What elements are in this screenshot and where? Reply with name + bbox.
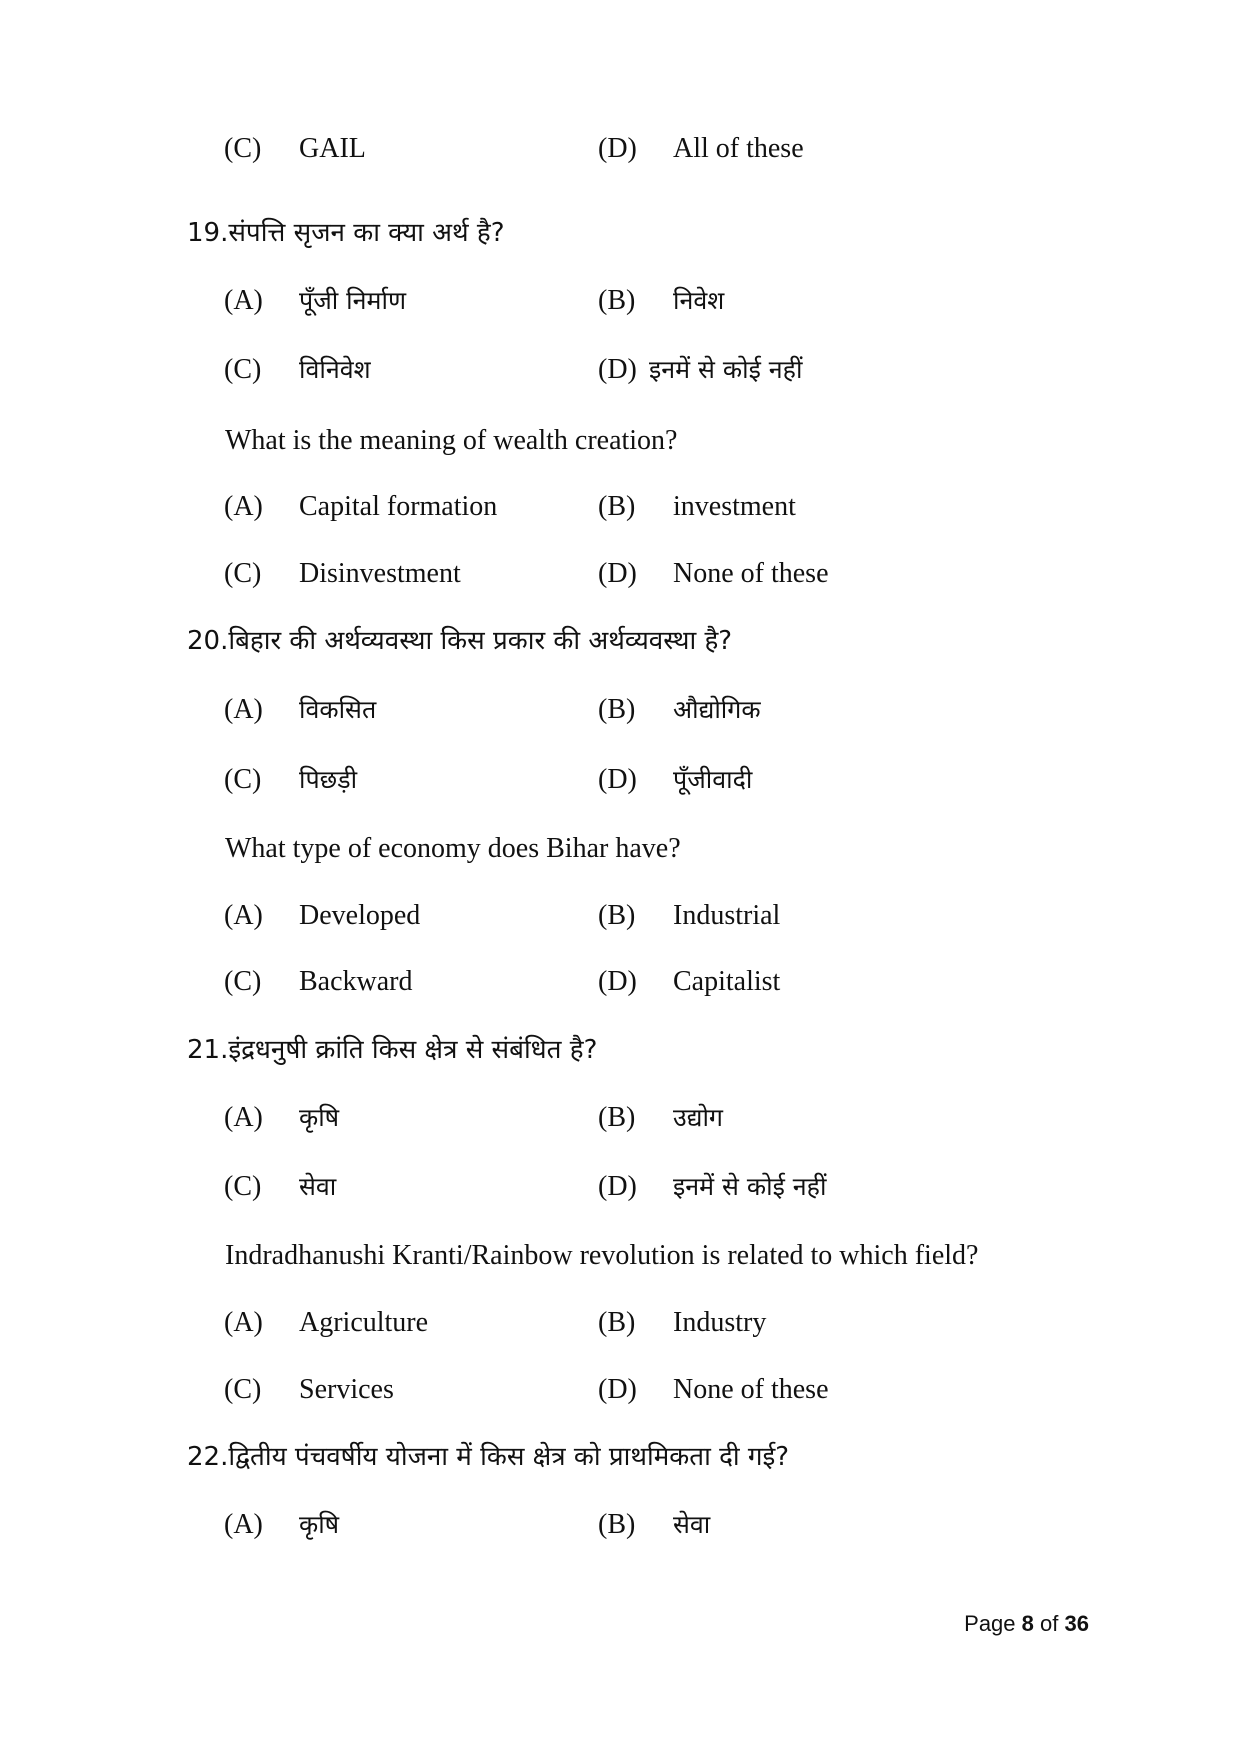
- option-label: (C): [224, 558, 262, 589]
- option-label: (B): [598, 1307, 636, 1338]
- option-text: Backward: [299, 966, 413, 997]
- option-text: उद्योग: [673, 1103, 724, 1132]
- option-label: (A): [224, 1307, 263, 1338]
- option-label: (A): [224, 285, 263, 316]
- option-label: (B): [598, 694, 636, 725]
- q21-hindi-options-ab: [0, 1098, 1241, 1138]
- q22-hindi-question: 22.द्वितीय पंचवर्षीय योजना में किस क्षेत्र को प्राथमिकता दी गई?: [187, 1442, 790, 1472]
- q19-english-options-cd: [0, 554, 1241, 594]
- q19-english-question: What is the meaning of wealth creation?: [225, 425, 678, 456]
- q21-english-question: Indradhanushi Kranti/Rainbow revolution is related to which field?: [225, 1240, 979, 1271]
- option-text: सेवा: [299, 1172, 337, 1201]
- option-text: कृषि: [299, 1510, 340, 1539]
- option-label: (B): [598, 1509, 636, 1540]
- q19-hindi-options-cd: [0, 350, 1241, 390]
- total-pages-number: 36: [1064, 1611, 1089, 1636]
- option-text: Industrial: [673, 900, 781, 931]
- option-label: (A): [224, 491, 263, 522]
- option-label: (D): [598, 764, 637, 795]
- option-label: (D): [598, 1171, 637, 1202]
- q20-hindi-question: 20.बिहार की अर्थव्यवस्था किस प्रकार की अर्थव्यवस्था है?: [187, 626, 733, 656]
- option-text: GAIL: [299, 133, 366, 164]
- q22-hindi-options-ab: [0, 1505, 1241, 1545]
- option-text: सेवा: [673, 1510, 711, 1539]
- q20-english-options-ab: [0, 896, 1241, 936]
- option-text: इनमें से कोई नहीं: [673, 1172, 827, 1201]
- option-text: investment: [673, 491, 796, 522]
- option-text: विकसित: [299, 695, 377, 724]
- page-word: Page: [964, 1611, 1016, 1636]
- option-text: औद्योगिक: [673, 695, 761, 724]
- option-label: (D): [598, 354, 637, 385]
- option-label: (A): [224, 1509, 263, 1540]
- q21-english-options-cd: [0, 1370, 1241, 1410]
- option-label: (C): [224, 1171, 262, 1202]
- q18-options-row-cd: [0, 129, 1241, 169]
- option-label: (C): [224, 1374, 262, 1405]
- option-text: Agriculture: [299, 1307, 429, 1338]
- option-text: इनमें से कोई नहीं: [649, 355, 803, 384]
- current-page-number: 8: [1021, 1611, 1034, 1636]
- option-label: (D): [598, 133, 637, 164]
- q21-english-options-ab: [0, 1303, 1241, 1343]
- option-text: Developed: [299, 900, 421, 931]
- q20-english-question: What type of economy does Bihar have?: [225, 833, 681, 864]
- option-text: None of these: [673, 558, 829, 589]
- option-label: (A): [224, 900, 263, 931]
- option-text: Services: [299, 1374, 394, 1405]
- option-text: Industry: [673, 1307, 767, 1338]
- option-label: (A): [224, 1102, 263, 1133]
- option-label: (C): [224, 133, 262, 164]
- option-text: पिछड़ी: [299, 765, 358, 794]
- option-text: पूँजीवादी: [673, 765, 753, 794]
- q21-hindi-options-cd: [0, 1167, 1241, 1207]
- option-text: कृषि: [299, 1103, 340, 1132]
- of-word: of: [1040, 1611, 1059, 1636]
- q20-english-options-cd: [0, 962, 1241, 1002]
- option-label: (D): [598, 1374, 637, 1405]
- option-text: All of these: [673, 133, 804, 164]
- q21-hindi-question: 21.इंद्रधनुषी क्रांति किस क्षेत्र से संबंधित है?: [187, 1035, 598, 1065]
- q19-english-options-ab: [0, 487, 1241, 527]
- option-label: (B): [598, 1102, 636, 1133]
- option-label: (C): [224, 764, 262, 795]
- option-text: पूँजी निर्माण: [299, 286, 407, 315]
- q20-hindi-options-cd: [0, 760, 1241, 800]
- option-text: विनिवेश: [299, 355, 371, 384]
- option-text: Capitalist: [673, 966, 781, 997]
- option-label: (C): [224, 966, 262, 997]
- q19-hindi-question: 19.संपत्ति सृजन का क्या अर्थ है?: [187, 218, 505, 248]
- q19-hindi-options-ab: [0, 281, 1241, 321]
- option-label: (C): [224, 354, 262, 385]
- option-text: Capital formation: [299, 491, 498, 522]
- option-label: (A): [224, 694, 263, 725]
- option-text: निवेश: [673, 286, 725, 315]
- page-number-footer: [964, 1609, 1089, 1639]
- option-label: (B): [598, 285, 636, 316]
- option-text: Disinvestment: [299, 558, 461, 589]
- option-label: (B): [598, 900, 636, 931]
- option-text: None of these: [673, 1374, 829, 1405]
- q20-hindi-options-ab: [0, 690, 1241, 730]
- option-label: (D): [598, 558, 637, 589]
- option-label: (D): [598, 966, 637, 997]
- option-label: (B): [598, 491, 636, 522]
